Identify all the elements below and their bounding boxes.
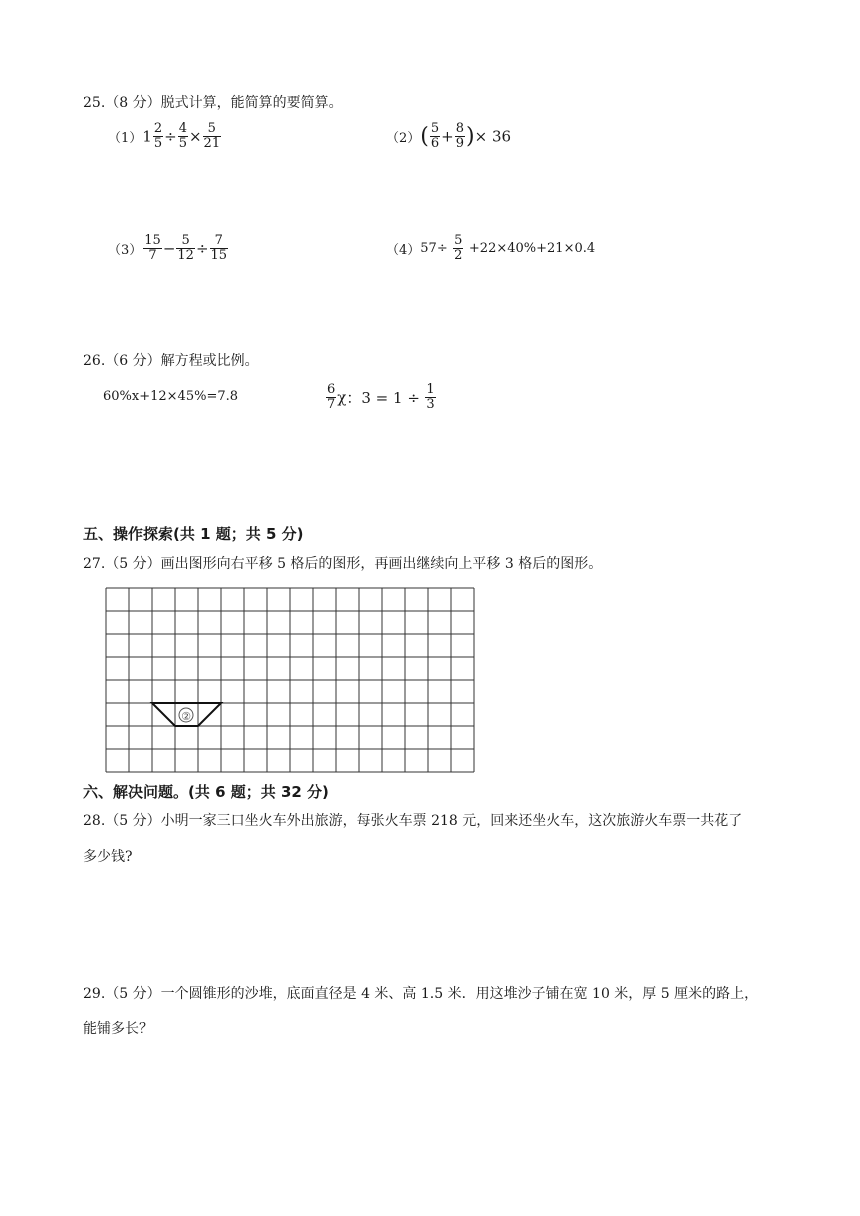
section5-title: 五、操作探索(共 1 题；共 5 分) — [83, 525, 304, 543]
q25-p3-frac3: $\frac{7}{15}$ — [210, 233, 228, 263]
q25-p2-tail: × 36 — [474, 127, 512, 146]
q26-title: 26.（6 分）解方程或比例。 — [83, 353, 259, 369]
q25-p2-op1: + — [441, 127, 454, 146]
q25-p2-label: （2） — [386, 131, 421, 146]
q25-p4-tail: +22×40%+21×0.4 — [468, 241, 596, 256]
q25-p1-op1: ÷ — [164, 127, 177, 146]
q26-eq2-frac1: $\frac{6}{7}$ — [327, 382, 336, 412]
q25-p4-frac: $\frac{5}{2}$ — [454, 233, 463, 263]
q25-p1-op2: × — [188, 127, 202, 146]
q25-p2-frac1: $\frac{5}{6}$ — [430, 121, 440, 151]
q27-title: 27.（5 分）画出图形向右平移 5 格后的图形，再画出继续向上平移 3 格后的图形。 — [83, 556, 603, 572]
q25-title: 25.（8 分）脱式计算，能简算的要简算。 — [83, 95, 343, 111]
q25-p3-frac1: $\frac{15}{7}$ — [144, 233, 161, 263]
q27-grid — [106, 588, 474, 772]
q25-p1-frac2: $\frac{4}{5}$ — [178, 121, 187, 151]
q29-line1: 29.（5 分）一个圆锥形的沙堆，底面直径是 4 米、高 1.5 米．用这堆沙子铺在宽 10 米，厚 5 厘米的路上， — [83, 986, 759, 1002]
q29-line2: 能铺多长？ — [83, 1021, 153, 1037]
q25-part2: （2）( $\frac{5}{6}$ + $\frac{8}{9}$ )× 36 — [386, 121, 512, 151]
q25-p3-op1: − — [162, 239, 176, 258]
q25-p4-pre: 57÷ — [420, 241, 448, 256]
section6-title: 六、解决问题。(共 6 题；共 32 分) — [83, 783, 329, 801]
q25-p2-frac2: $\frac{8}{9}$ — [455, 121, 465, 151]
q25-p1-label: （1） — [108, 131, 143, 146]
q25-p3-frac2: $\frac{5}{12}$ — [177, 233, 194, 263]
q25-p1-frac1: $\frac{2}{5}$ — [153, 121, 163, 151]
q25-p1-frac3: $\frac{5}{21}$ — [203, 121, 221, 151]
q25-p4-label: （4） — [386, 243, 421, 258]
q25-p3-op2: ÷ — [195, 239, 209, 258]
q26-eq2-mid: ：3 = 1 ÷ — [346, 389, 420, 407]
q25-p3-label: （3） — [108, 243, 143, 258]
q25-p1-whole: 1 — [142, 127, 152, 146]
q26-eq2-var: χ — [337, 388, 347, 407]
q28-line1: 28.（5 分）小明一家三口坐火车外出旅游，每张火车票 218 元，回来还坐火车，这次旅游火车票一共花了 — [83, 813, 743, 829]
q26-equation1: 60%x+12×45%=7.8 — [103, 389, 239, 404]
q27-shape-label: ② — [181, 710, 191, 723]
q28-line2: 多少钱? — [83, 849, 133, 865]
q26-eq2-frac2: $\frac{1}{3}$ — [426, 382, 435, 412]
